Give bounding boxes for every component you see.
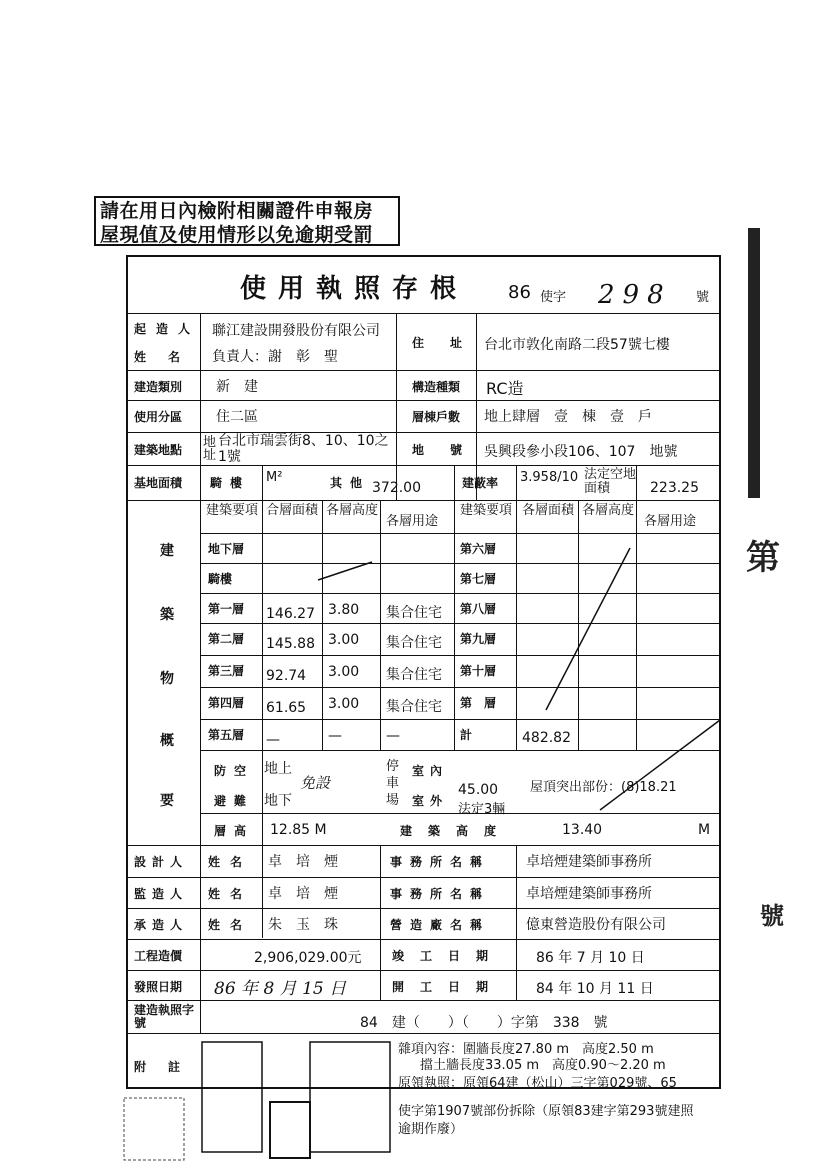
notes-line-1: 雜項內容：圍牆長度27.80 m 高度2.50 m [398, 1042, 654, 1057]
arcade-label: 騎樓 [210, 476, 251, 490]
use-head-left: 各層用途 [386, 514, 439, 529]
site-addr-label: 地址 [203, 435, 217, 463]
floor-right-name: 第九層 [460, 632, 497, 646]
vertical-label-1: 建 [160, 543, 174, 559]
height-head-left: 各層高度 [326, 503, 379, 518]
floor-right-name: 第八層 [460, 602, 497, 616]
other-value: 372.00 [372, 480, 421, 496]
margin-char-2: 號 [760, 902, 784, 930]
build-type-label: 建造類別 [134, 380, 183, 394]
notes-line-2: 擋土牆長度33.05 m 高度0.90～2.20 m [420, 1058, 666, 1073]
contractor-label: 承造人 [134, 918, 189, 932]
designer-name: 卓 培 煙 [268, 854, 338, 870]
floor-left-height: 3.80 [328, 602, 360, 618]
floor-right-name: 第六層 [460, 542, 497, 556]
coverage: 3.958/10 [520, 470, 579, 485]
owner-rep: 負責人：謝 彰 聖 [212, 349, 338, 365]
area-head-left: 合層面積 [266, 503, 319, 518]
owner-label: 起造人 [134, 322, 201, 336]
contractor-office: 億東營造股份有限公司 [526, 917, 666, 933]
owner-addr: 台北市敦化南路二段57號七樓 [484, 337, 670, 353]
permit-suffix: 號 [696, 290, 710, 305]
vertical-label-2: 築 [160, 607, 174, 623]
floor-height-label: 層高 [214, 824, 255, 838]
parking-inside: 室內 [412, 764, 449, 778]
floor-left-area: 61.65 [266, 700, 307, 716]
completion-date: 86 年 7 月 10 日 [536, 950, 645, 966]
other-label: 其他 [330, 476, 371, 490]
floor-right-name: 第七層 [460, 572, 497, 586]
notes-line-5: 逾期作廢） [398, 1122, 464, 1137]
floor-left-area: 92.74 [266, 668, 307, 684]
floor-left-name: 騎樓 [208, 572, 233, 586]
notice-line-1: 請在用日內檢附相關證件申報房 [100, 200, 374, 222]
shelter-note: 免設 [300, 774, 331, 792]
open-space-label: 法定空地面積 [584, 467, 637, 496]
shelter-label: 防空 [214, 764, 255, 778]
start-label: 開工日期 [392, 980, 505, 994]
contractor-office-label: 營造廠名稱 [390, 918, 491, 932]
structure: RC造 [486, 379, 524, 398]
area-head-right: 各層面積 [522, 503, 575, 518]
supervisor-label: 監造人 [134, 887, 189, 901]
zone: 住二區 [216, 409, 258, 425]
vertical-label-3: 物 [160, 671, 174, 687]
structure-label: 構造種類 [412, 380, 461, 394]
bldg-height-unit: M [698, 822, 711, 838]
item-head-right: 建築要項 [460, 503, 513, 518]
contractor-name-label: 姓名 [208, 918, 253, 932]
lot: 吳興段參小段106、107 地號 [484, 444, 678, 460]
floor-left-area: 146.27 [266, 606, 315, 622]
supervisor-name-label: 姓名 [208, 887, 253, 901]
supervisor-office-label: 事務所名稱 [390, 887, 491, 901]
floor-right-name: 計 [460, 728, 473, 742]
issue-label: 發照日期 [134, 980, 183, 994]
designer-name-label: 姓名 [208, 855, 253, 869]
completion-label: 竣工日期 [392, 949, 505, 963]
parking-outside-value: 45.00 [458, 782, 499, 798]
designer-office-label: 事務所名稱 [390, 855, 491, 869]
permit-year: 86 [508, 282, 531, 303]
cost: 2,906,029.00元 [254, 950, 362, 966]
floor-right-name: 第 層 [460, 696, 497, 710]
roof-projection: 屋頂突出部份：(8)18.21 [530, 780, 677, 795]
contractor-name: 朱 玉 珠 [268, 917, 338, 933]
floor-left-use: — [386, 728, 400, 744]
parking-outside: 室外 [412, 794, 449, 808]
use-head-right: 各層用途 [644, 514, 697, 529]
site-addr: 台北市瑞雲街8、10、10之1號 [218, 433, 389, 465]
vertical-label-5: 要 [160, 793, 174, 809]
margin-char-1: 第 [746, 538, 780, 578]
floor-left-height: 3.00 [328, 696, 360, 712]
supervisor-office: 卓培煙建築師事務所 [526, 886, 652, 902]
vertical-label-4: 概 [160, 733, 174, 749]
floor-left-height: 3.00 [328, 632, 360, 648]
floor-left-name: 第五層 [208, 728, 245, 742]
open-space: 223.25 [650, 480, 699, 496]
floors-count-label: 層棟戶數 [412, 410, 461, 424]
floor-left-height: — [328, 728, 342, 744]
parking-label: 停車場 [386, 759, 400, 808]
form-title: 使用執照存根 [240, 274, 469, 304]
site-area-label: 基地面積 [134, 476, 183, 490]
floor-left-use: 集合住宅 [386, 699, 442, 715]
owner-company: 聯江建設開發股份有限公司 [212, 323, 380, 339]
floor-height: 12.85 M [270, 822, 327, 838]
floor-left-name: 第一層 [208, 602, 245, 616]
permit-number: 298 [598, 280, 672, 310]
shelter-below: 地下 [264, 793, 292, 809]
notes-line-4: 使字第1907號部份拆除（原領83建字第293號建照 [398, 1104, 694, 1119]
arcade-unit: M² [266, 470, 283, 485]
notice-line-2: 屋現值及使用情形以免逾期受罰 [100, 224, 374, 246]
owner-name-label: 姓名 [134, 350, 203, 364]
floor-left-height: 3.00 [328, 664, 360, 680]
permit-label: 建造執照字號 [134, 1003, 195, 1030]
site-label: 建築地點 [134, 443, 183, 457]
floor-right-name: 第十層 [460, 664, 497, 678]
zone-label: 使用分區 [134, 410, 183, 424]
build-type: 新 建 [216, 379, 258, 395]
start-date: 84 年 10 月 11 日 [536, 981, 654, 997]
item-head-left: 建築要項 [206, 503, 259, 518]
issue-date: 86 年 8 月 15 日 [214, 979, 347, 999]
permit-kind: 使字 [540, 290, 567, 305]
designer-office: 卓培煙建築師事務所 [526, 854, 652, 870]
lot-label: 地號 [412, 443, 489, 457]
coverage-label: 建蔽率 [462, 476, 499, 490]
permit-value: 84 建（ ）（ ）字第 338 號 [360, 1015, 608, 1031]
floor-left-name: 第四層 [208, 696, 245, 710]
floor-left-name: 地下層 [208, 542, 245, 556]
floor-left-use: 集合住宅 [386, 667, 442, 683]
bldg-height-label: 建築高度 [400, 824, 513, 838]
floor-left-use: 集合住宅 [386, 605, 442, 621]
height-head-right: 各層高度 [582, 503, 635, 518]
floor-left-area: 145.88 [266, 636, 315, 652]
designer-label: 設計人 [134, 855, 189, 869]
floor-left-name: 第三層 [208, 664, 245, 678]
notes-line-3: 原領執照：原領64建（松山）三字第029號、65 [398, 1076, 677, 1091]
shelter-above: 地上 [264, 761, 292, 777]
owner-addr-label: 住址 [412, 336, 489, 350]
parking-outside-note: 法定3輛 [458, 802, 506, 817]
evac-label: 避難 [214, 794, 255, 808]
floor-left-use: 集合住宅 [386, 635, 442, 651]
floors-count: 地上肆層 壹 棟 壹 戶 [484, 409, 652, 425]
cost-label: 工程造價 [134, 949, 183, 963]
bldg-height: 13.40 [562, 822, 603, 838]
floor-left-area: — [266, 732, 280, 748]
floor-left-name: 第二層 [208, 632, 245, 646]
margin-bar [748, 228, 760, 498]
floor-total-area: 482.82 [522, 730, 571, 746]
notes-label: 附註 [134, 1060, 203, 1074]
supervisor-name: 卓 培 煙 [268, 886, 338, 902]
